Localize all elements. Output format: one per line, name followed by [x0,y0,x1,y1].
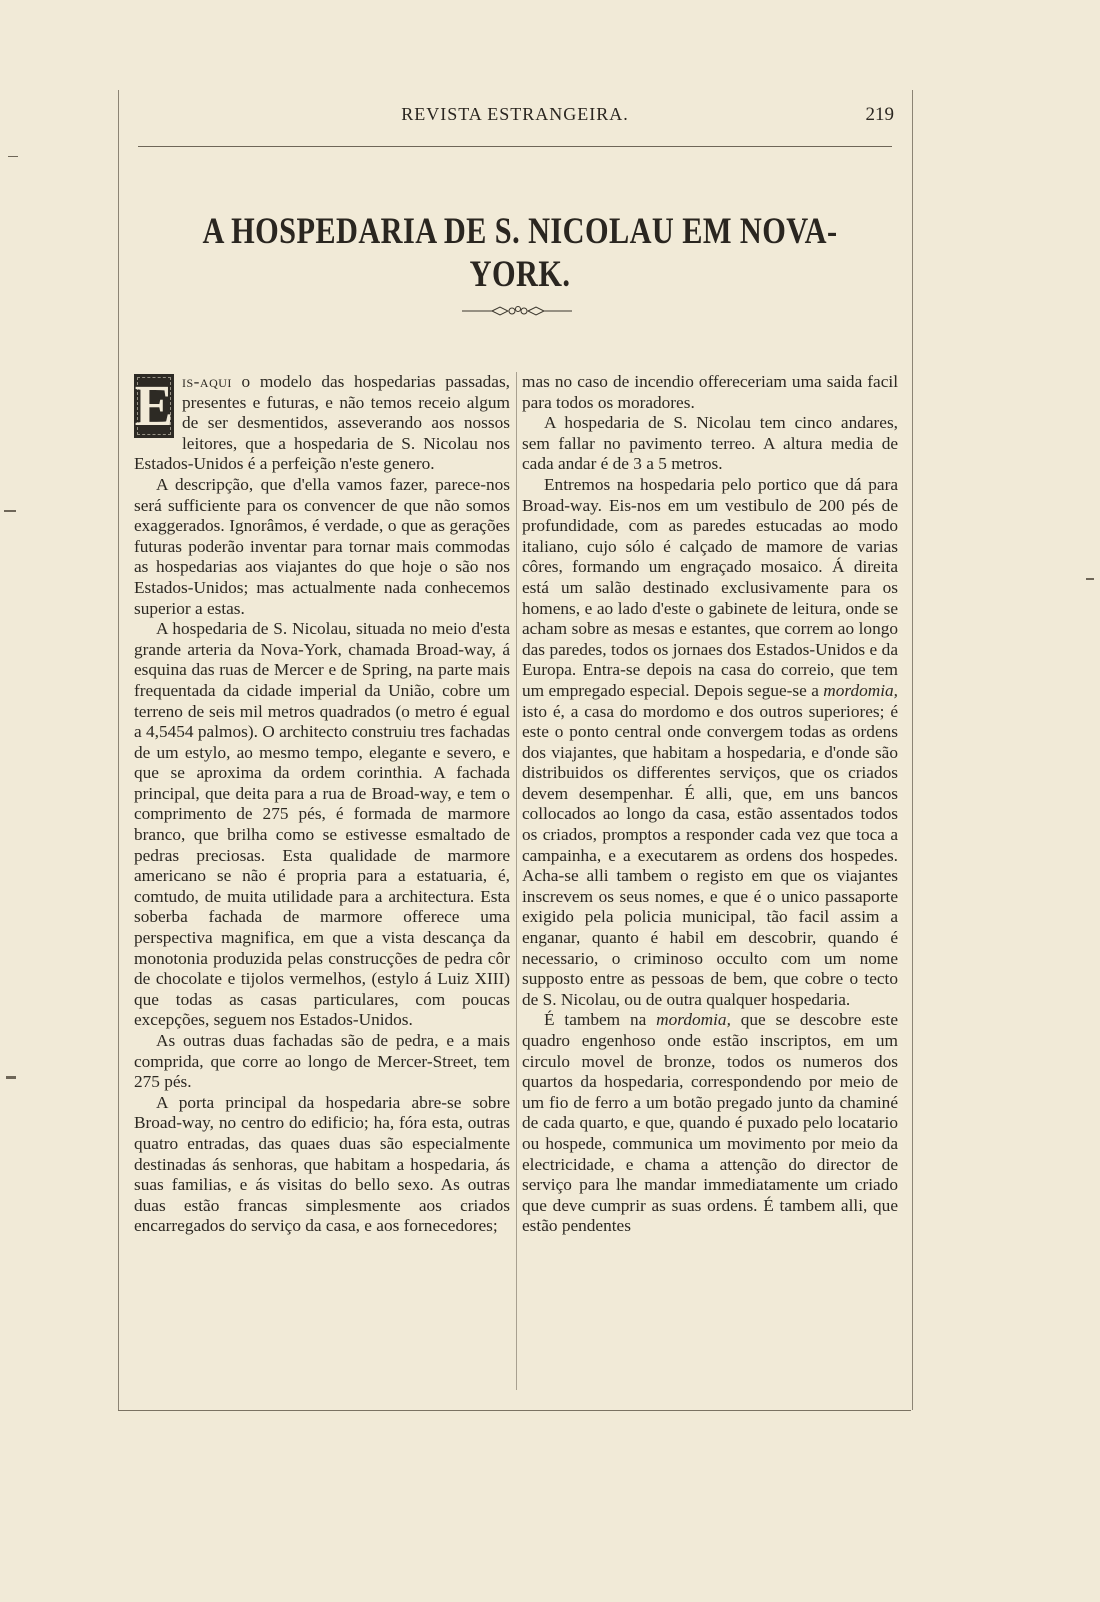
running-header [130,104,900,130]
paragraph: A hospedaria de S. Nicolau tem cinco andares, sem fallar no pavimento terreo. A altura media de cada andar é de 3 a 5 metros. [522,413,898,474]
left-column [134,372,510,1237]
running-title: REVISTA ESTRANGEIRA. [401,104,629,124]
right-column [522,372,898,1237]
paragraph-text: Entremos na hospedaria pelo portico que dá para Broad-way. Eis-nos em um vestibulo de 200 pés de profundidade, com as paredes estucadas ao modo italiano, cujo sólo é calçado de mamore de varias côres, formando um engraçado mosaico. Á direita está um salão destinado exclusivamente para os homens, e ao lado d'este o gabinete de leitura, onde se acham sobre as mesas e estantes, que correm ao longo das paredes, todos os jornaes dos Estados-Unidos e da Europa. Entra-se depois na casa do correio, que tem um empregado especial. Depois segue-se a [522,474,898,700]
paragraph: mas no caso de incendio offereceriam uma saida facil para todos os moradores. [522,372,898,412]
bottom-rule [118,1410,911,1411]
paragraph: A hospedaria de S. Nicolau, situada no meio d'esta grande arteria da Nova-York, chamada Broad-way, á esquina das ruas de Mercer e de Spring, na parte mais frequentada da cidade imperial da União, cobre um terreno de seis mil metros quadrados (o metro é egual a 4,5454 palmos). O architecto construiu tres fachadas de um estylo, ao mesmo tempo, elegante e severo, e que se aproxima da ordem corinthia. A fachada principal, que deita para a rua de Broad-way, e tem o comprimento de 275 pés, é formada de marmore branco, que brilha como se estivesse esmaltado de pedras preciosas. Esta qualidade de marmore americano se não é propria para a estatuaria, é, comtudo, de muita utilidade para a architectura. Esta soberba fachada de marmore offerece uma perspectiva magnifica, em que a vista descança da monotonia produzida pelas construcções de pedra côr de chocolate e tijolos vermelhos, (estylo á Luiz XIII) que todas as casas particulares, com poucas excepções, seguem nos Estados-Unidos. [134,619,510,1030]
ornament-divider [462,304,572,318]
header-rule [138,146,892,147]
margin-mark [1086,578,1094,580]
paragraph-text: o modelo das hospedarias passadas, presentes e futuras, e não temos receio algum de ser desmentidos, asseverando aos nossos leitores, que a hospedaria de S. Nicolau nos Estados-Unidos é a perfeição n'este genero. [134,372,510,474]
paragraph-text: isto é, a casa do mordomo e dos outros superiores; é este o ponto central onde convergem todas as ordens dos viajantes, que habitam a hospedaria, e d'onde são distribuidos os differentes serviços, que os criados devem desempenhar. É alli, que, em uns bancos collocados ao longo da casa, estão assentados todos os criados, promptos a responder cada vez que toca a campainha, e a executarem as ordens dos hospedes. Acha-se alli tambem o registo em que os viajantes inscrevem os seus nomes, e que é o unico passaporte exigido pela policia municipal, tão facil assim a enganar, quanto é habil em descobrir, quando é necessario, o criminoso occulto com um nome supposto entre as pessoas de bem, que cobre o tecto de S. Nicolau, ou de outra qualquer hospedaria. [522,701,898,1009]
italic-term: mordomia, [656,1010,731,1030]
paragraph [522,475,898,1010]
paragraph [522,1010,898,1237]
paragraph: A porta principal da hospedaria abre-se sobre Broad-way, no centro do edificio; ha, fóra esta, outras quatro entradas, das quaes duas são especialmente destinadas ás senhoras, que habitam a hospedaria, ás suas familias, e ás visitas do bello sexo. As outras duas estão francas simplesmente aos criados encarregados do serviço da casa, e aos fornecedores; [134,1092,510,1236]
margin-mark [4,510,16,512]
paragraph [134,372,510,475]
margin-mark [8,156,18,157]
paragraph-text: que se descobre este quadro engenhoso onde estão inscriptos, em um circulo movel de bronze, todos os numeros dos quartos da hospedaria, correspondendo por meio de um fio de ferro a um botão pregado junto da chaminé de cada quarto, e que, quando é puxado pelo locatario ou hospede, communica um movimento por meio da electricidade, e chama a attenção do director de serviço para lhe mandar immediatamente um criado que deve cumprir as suas ordens. É tambem alli, que estão pendentes [522,1010,898,1236]
lead-smallcaps: is-aqui [182,372,232,391]
page-number: 219 [865,104,894,125]
margin-mark [6,1076,16,1079]
italic-term: mordomia, [823,680,898,700]
paragraph: As outras duas fachadas são de pedra, e a mais comprida, que corre ao longo de Mercer-Street, tem 275 pés. [134,1031,510,1092]
column-divider [516,372,517,1390]
paragraph-text: É tambem na [544,1010,657,1030]
paragraph: A descripção, que d'ella vamos fazer, parece-nos será sufficiente para os convencer de que não somos exaggerados. Ignorâmos, é verdade, o que as gerações futuras poderão inventar para tornar mais commodas as hospedarias aos viajantes do que hoje o são nos Estados-Unidos; mas actualmente nada conhecemos superior a estas. [134,474,510,618]
dropcap: E [134,373,174,438]
article-title: A HOSPEDARIA DE S. NICOLAU EM NOVA-YORK. [202,211,838,295]
